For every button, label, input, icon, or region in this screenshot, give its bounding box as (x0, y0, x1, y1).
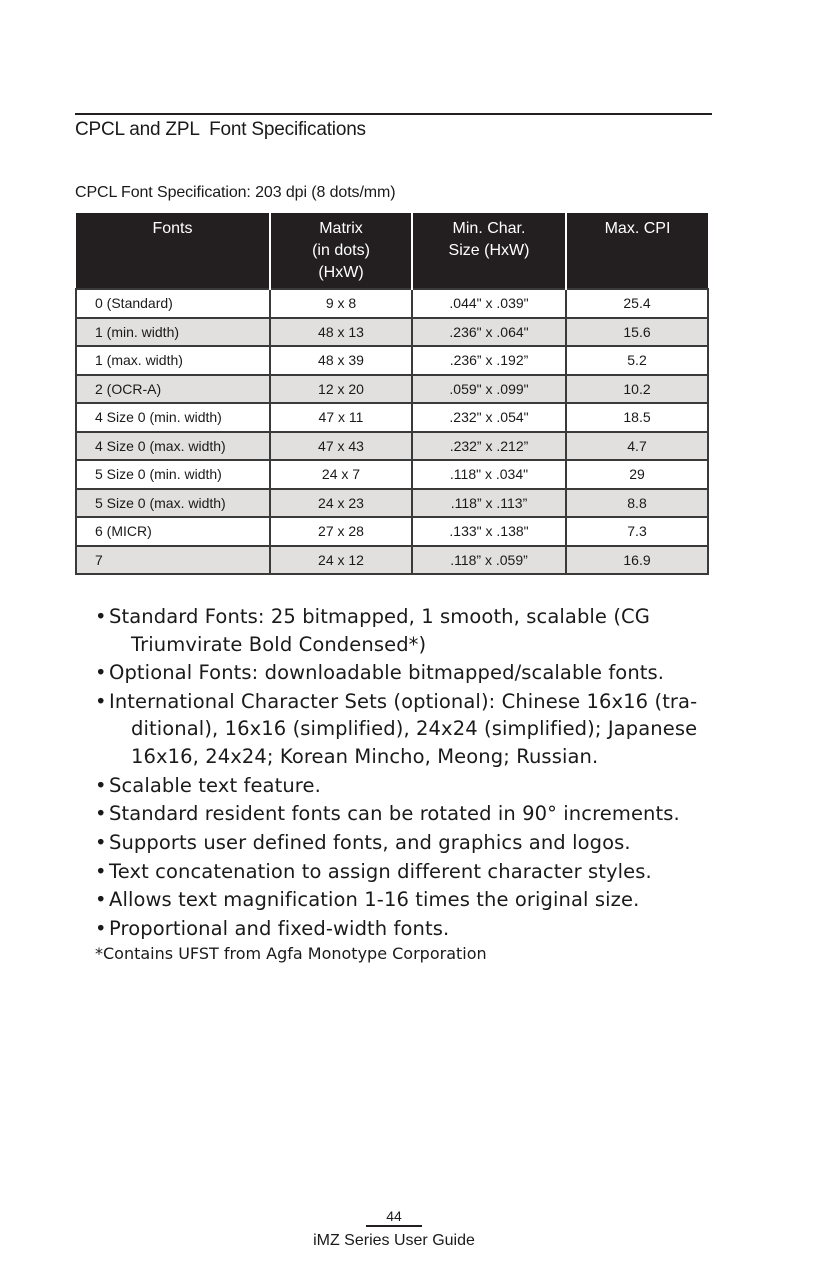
header-fonts (76, 213, 270, 289)
row-max-cpi: 8.8 (566, 489, 708, 518)
row-min-char-size: .118” x .059” (412, 546, 566, 575)
table-row (76, 403, 708, 432)
header-line: (HxW) (318, 264, 364, 281)
row-matrix: 47 x 43 (270, 432, 412, 461)
row-matrix: 48 x 13 (270, 318, 412, 347)
feature-line: Triumvirate Bold Condensed*) (131, 632, 427, 656)
row-font-name: 7 (76, 546, 270, 575)
feature-item (95, 688, 715, 771)
row-min-char-size: .236” x .192” (412, 346, 566, 375)
footnote: *Contains UFST from Agfa Monotype Corporation (95, 944, 487, 963)
row-matrix: 24 x 23 (270, 489, 412, 518)
table-caption: CPCL Font Specification: 203 dpi (8 dots/mm) (75, 184, 396, 201)
header-line: (in dots) (312, 242, 370, 259)
feature-text (109, 829, 715, 857)
page-number: 44 (386, 1208, 402, 1224)
row-font-name: 5 Size 0 (max. width) (76, 489, 270, 518)
table-row (76, 318, 708, 347)
feature-text (109, 659, 715, 687)
bullet-icon: • (95, 859, 107, 883)
row-font-name: 4 Size 0 (min. width) (76, 403, 270, 432)
feature-line: ditional), 16x16 (simplified), 24x24 (simplified); Japanese (131, 717, 698, 741)
row-min-char-size: .044" x .039" (412, 289, 566, 318)
feature-line: International Character Sets (optional): Chinese 16x16 (tra- (109, 689, 698, 713)
row-font-name: 0 (Standard) (76, 289, 270, 318)
section-title: CPCL and ZPL Font Specifications (75, 119, 366, 140)
row-max-cpi: 4.7 (566, 432, 708, 461)
row-font-name: 5 Size 0 (min. width) (76, 460, 270, 489)
bullet-icon: • (95, 773, 107, 797)
bullet-icon: • (95, 830, 107, 854)
header-line: Min. Char. (452, 220, 526, 237)
row-matrix: 12 x 20 (270, 375, 412, 404)
header-line: Max. CPI (604, 220, 671, 237)
feature-item (95, 772, 715, 800)
row-max-cpi: 16.9 (566, 546, 708, 575)
feature-line: Text concatenation to assign different character styles. (109, 859, 652, 883)
feature-text (109, 915, 715, 943)
feature-text (109, 800, 715, 828)
features-list (95, 603, 715, 944)
row-matrix: 27 x 28 (270, 517, 412, 546)
feature-item (95, 800, 715, 828)
row-matrix: 47 x 11 (270, 403, 412, 432)
row-max-cpi: 29 (566, 460, 708, 489)
feature-item (95, 603, 715, 658)
feature-line: Optional Fonts: downloadable bitmapped/scalable fonts. (109, 661, 665, 685)
feature-item (95, 915, 715, 943)
table-row (76, 460, 708, 489)
row-max-cpi: 10.2 (566, 375, 708, 404)
header-line: Fonts (152, 220, 193, 237)
table-row (76, 289, 708, 318)
feature-item (95, 829, 715, 857)
row-font-name: 6 (MICR) (76, 517, 270, 546)
row-max-cpi: 25.4 (566, 289, 708, 318)
table-row (76, 517, 708, 546)
footer-title: iMZ Series User Guide (313, 1232, 475, 1249)
row-font-name: 4 Size 0 (max. width) (76, 432, 270, 461)
bullet-icon: • (95, 802, 107, 826)
feature-text (109, 603, 715, 658)
row-matrix: 24 x 7 (270, 460, 412, 489)
section-top-rule (75, 113, 712, 115)
feature-text (109, 886, 715, 914)
row-min-char-size: .118" x .034" (412, 460, 566, 489)
feature-item (95, 659, 715, 687)
bullet-icon: • (95, 888, 107, 912)
row-font-name: 2 (OCR-A) (76, 375, 270, 404)
table-row (76, 546, 708, 575)
bullet-icon: • (95, 661, 107, 685)
font-spec-table (75, 213, 709, 575)
row-min-char-size: .232” x .212” (412, 432, 566, 461)
feature-item (95, 858, 715, 886)
row-font-name: 1 (max. width) (76, 346, 270, 375)
feature-text (109, 858, 715, 886)
table-header-row (76, 213, 708, 289)
feature-line: Proportional and fixed-width fonts. (109, 917, 450, 940)
table-body (76, 289, 708, 574)
row-max-cpi: 7.3 (566, 517, 708, 546)
feature-text (109, 772, 715, 800)
row-min-char-size: .118” x .113” (412, 489, 566, 518)
header-min-char-size (412, 213, 566, 289)
header-line: Size (HxW) (448, 242, 530, 259)
feature-line: Scalable text feature. (109, 773, 321, 797)
feature-line: Standard resident fonts can be rotated in 90° increments. (109, 802, 680, 826)
feature-line: 16x16, 24x24; Korean Mincho, Meong; Russian. (131, 744, 599, 768)
bullet-icon: • (95, 917, 107, 940)
feature-text (109, 688, 715, 771)
header-max-cpi (566, 213, 708, 289)
bullet-icon: • (95, 605, 107, 628)
feature-line: Supports user defined fonts, and graphics and logos. (109, 830, 631, 854)
row-font-name: 1 (min. width) (76, 318, 270, 347)
feature-line: Allows text magnification 1-16 times the original size. (109, 888, 640, 912)
row-max-cpi: 15.6 (566, 318, 708, 347)
row-max-cpi: 5.2 (566, 346, 708, 375)
row-min-char-size: .236" x .064" (412, 318, 566, 347)
header-line: Matrix (319, 220, 363, 237)
feature-line: Standard Fonts: 25 bitmapped, 1 smooth, scalable (CG (109, 605, 650, 628)
table-row (76, 375, 708, 404)
table-row (76, 346, 708, 375)
bullet-icon: • (95, 689, 107, 713)
page-number-rule (366, 1225, 422, 1227)
feature-item (95, 886, 715, 914)
table-row (76, 489, 708, 518)
row-min-char-size: .059" x .099" (412, 375, 566, 404)
row-matrix: 24 x 12 (270, 546, 412, 575)
table-row (76, 432, 708, 461)
row-matrix: 48 x 39 (270, 346, 412, 375)
row-min-char-size: .133" x .138" (412, 517, 566, 546)
row-min-char-size: .232" x .054" (412, 403, 566, 432)
row-max-cpi: 18.5 (566, 403, 708, 432)
row-matrix: 9 x 8 (270, 289, 412, 318)
header-matrix (270, 213, 412, 289)
